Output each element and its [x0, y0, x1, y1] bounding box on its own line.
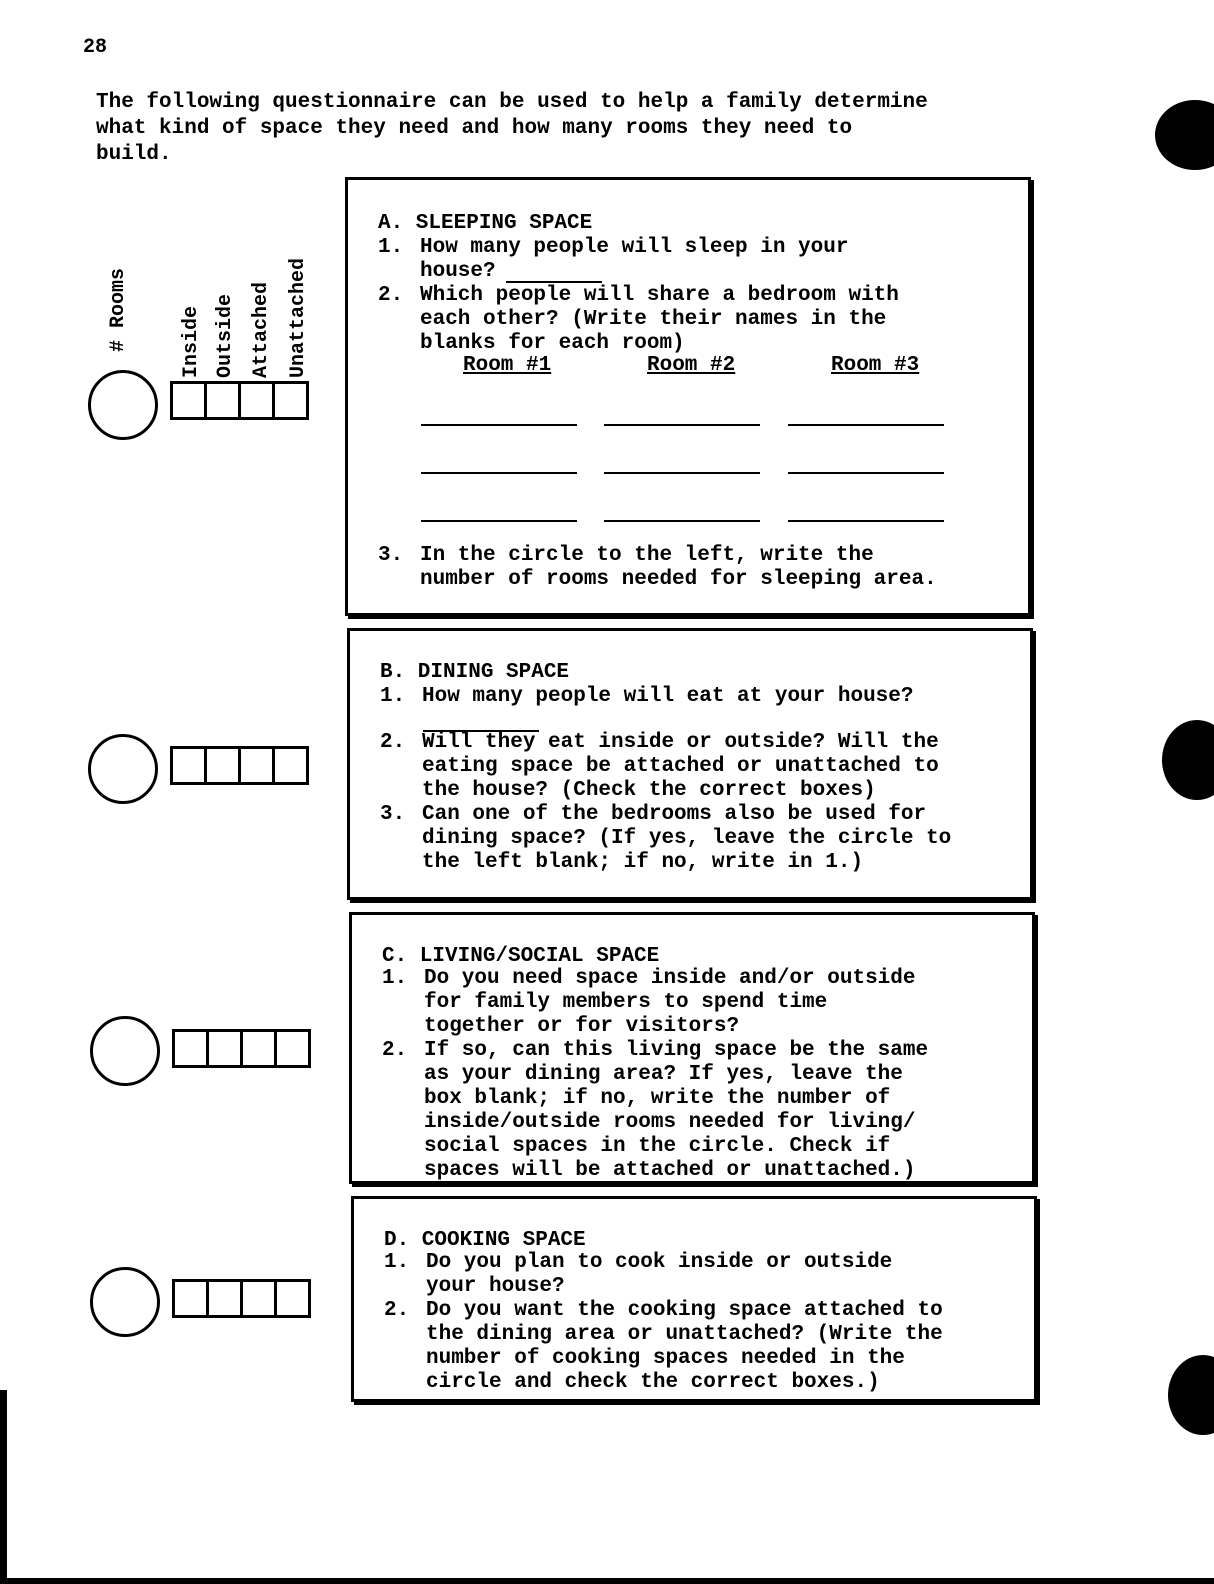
- attached-checkbox[interactable]: [243, 1032, 277, 1065]
- outside-checkbox[interactable]: [209, 1282, 243, 1315]
- living-social-space-section: [349, 912, 1035, 1184]
- binder-hole-mark: [1162, 720, 1214, 800]
- attached-checkbox[interactable]: [243, 1282, 277, 1315]
- room-header: Room #2: [647, 354, 736, 377]
- rooms-count-circle[interactable]: [88, 370, 158, 440]
- unattached-checkbox[interactable]: [275, 749, 306, 782]
- name-blank[interactable]: [604, 519, 760, 522]
- inside-checkbox[interactable]: [175, 1032, 209, 1065]
- rooms-column-header: # Rooms: [107, 267, 130, 352]
- question-item: 2. If so, can this living space be the same as your dining area? If yes, leave the box blank; if no, write the number of inside/outside rooms needed for living/ social spaces in the circle. Check if spaces will be attached or unattached.): [382, 1039, 929, 1182]
- binder-hole-mark: [1168, 1355, 1214, 1435]
- unattached-checkbox[interactable]: [277, 1032, 308, 1065]
- attached-column-header: Attached: [250, 281, 273, 378]
- rooms-count-circle[interactable]: [90, 1267, 160, 1337]
- inside-checkbox[interactable]: [175, 1282, 209, 1315]
- name-blank[interactable]: [421, 423, 577, 426]
- attached-checkbox[interactable]: [241, 384, 275, 417]
- inside-checkbox[interactable]: [173, 384, 207, 417]
- question-item: 3. Can one of the bedrooms also be used for dining space? (If yes, leave the circle to the left blank; if no, write in 1.): [380, 803, 952, 874]
- question-item: 1. How many people will eat at your house?: [380, 685, 914, 708]
- section-title: A. SLEEPING SPACE: [378, 212, 593, 235]
- name-blank[interactable]: [604, 423, 760, 426]
- section-title: B. DINING SPACE: [380, 661, 570, 684]
- outside-checkbox[interactable]: [207, 384, 241, 417]
- question-item: 1. Do you plan to cook inside or outside your house?: [384, 1251, 893, 1298]
- question-item: 3. In the circle to the left, write the number of rooms needed for sleeping area.: [378, 544, 937, 591]
- name-blank[interactable]: [788, 519, 944, 522]
- rooms-count-circle[interactable]: [90, 1016, 160, 1086]
- dining-space-section: [347, 628, 1033, 900]
- location-checkboxes: [170, 381, 309, 420]
- inside-column-header: Inside: [180, 305, 203, 378]
- question-item: 1. Do you need space inside and/or outside for family members to spend time together or for visitors?: [382, 967, 916, 1038]
- unattached-checkbox[interactable]: [275, 384, 306, 417]
- location-checkboxes: [172, 1279, 311, 1318]
- question-item: 2. Which people will share a bedroom with each other? (Write their names in the blanks for each room): [378, 284, 899, 355]
- cooking-space-section: [351, 1196, 1037, 1402]
- question-item: 2. Will they eat inside or outside? Will the eating space be attached or unattached to the house? (Check the correct boxes): [380, 731, 939, 802]
- location-checkboxes: [172, 1029, 311, 1068]
- intro-paragraph: The following questionnaire can be used to help a family determine what kind of space they need and how many rooms they need to build.: [96, 91, 928, 166]
- room-header: Room #3: [831, 354, 920, 377]
- sleeping-space-section: [345, 177, 1031, 616]
- rooms-count-circle[interactable]: [88, 734, 158, 804]
- question-item: 2. Do you want the cooking space attached to the dining area or unattached? (Write the number of cooking spaces needed in the circle and check the correct boxes.): [384, 1299, 943, 1394]
- room-header: Room #1: [463, 354, 552, 377]
- outside-checkbox[interactable]: [209, 1032, 243, 1065]
- page-number: 28: [83, 36, 108, 59]
- outside-column-header: Outside: [214, 293, 237, 378]
- inside-checkbox[interactable]: [173, 749, 207, 782]
- name-blank[interactable]: [604, 471, 760, 474]
- location-checkboxes: [170, 746, 309, 785]
- answer-blank[interactable]: [506, 280, 602, 283]
- section-title: C. LIVING/SOCIAL SPACE: [382, 945, 660, 968]
- attached-checkbox[interactable]: [241, 749, 275, 782]
- name-blank[interactable]: [788, 423, 944, 426]
- outside-checkbox[interactable]: [207, 749, 241, 782]
- name-blank[interactable]: [421, 471, 577, 474]
- name-blank[interactable]: [788, 471, 944, 474]
- unattached-checkbox[interactable]: [277, 1282, 308, 1315]
- binder-hole-mark: [1155, 100, 1214, 170]
- question-item: 1. How many people will sleep in your house?: [378, 236, 849, 283]
- left-scan-edge: [0, 1390, 7, 1584]
- name-blank[interactable]: [421, 519, 577, 522]
- bottom-scan-edge: [0, 1578, 1214, 1584]
- unattached-column-header: Unattached: [287, 257, 310, 378]
- section-title: D. COOKING SPACE: [384, 1229, 586, 1252]
